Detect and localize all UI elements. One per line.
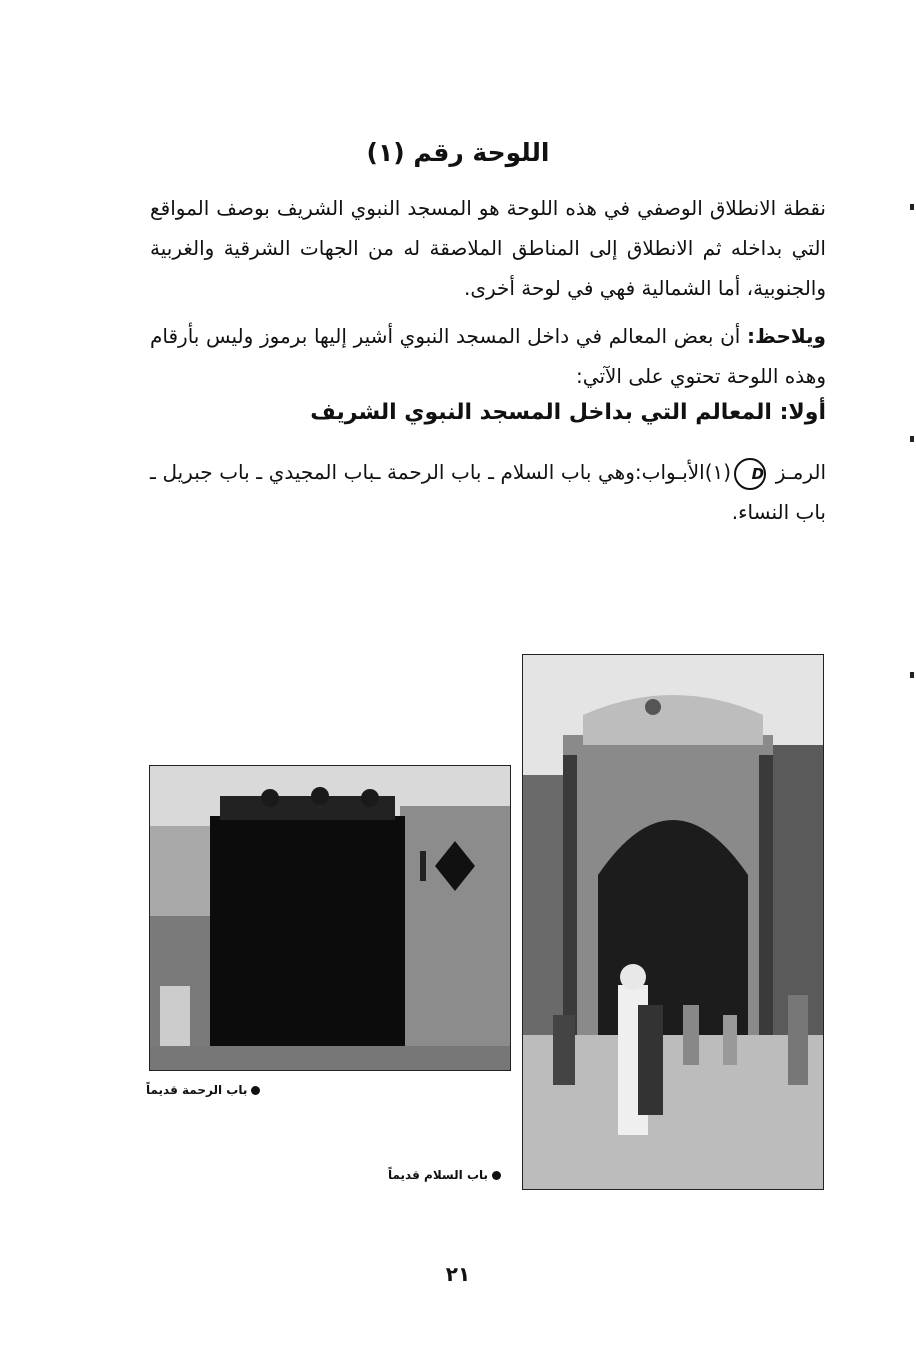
note-paragraph — [150, 316, 826, 396]
margin-mark — [910, 436, 914, 442]
doors-item — [150, 452, 826, 532]
section-heading: أولا: المعالم التي بداخل المسجد النبوي الشريف — [310, 400, 826, 425]
doors-text: (١)الأبـواب:وهي باب السلام ـ باب الرحمة ـباب المجيدي ـ باب جبريل ـ باب النساء. — [150, 460, 826, 524]
caption-bab-al-rahma: باب الرحمة قديماً — [146, 1083, 260, 1097]
intro-paragraph: نقطة الانطلاق الوصفي في هذه اللوحة هو المسجد النبوي الشريف بوصف المواقع التي بداخله ثم الانطلاق إلى المناطق الملاصقة له من الجهات الشرقية والغربية والجنوبية، أما الشمالية فهي في لوحة أخرى. — [150, 196, 826, 300]
margin-mark — [910, 672, 914, 678]
symbol-d-icon: D — [734, 458, 766, 490]
photo-bab-al-salam — [522, 654, 824, 1190]
page-title: اللوحة رقم (١) — [366, 138, 550, 167]
bullet-icon — [251, 1086, 260, 1095]
caption-bab-al-salam: باب السلام قديماً — [388, 1168, 501, 1182]
symbol-prefix: الرمـز — [775, 460, 827, 484]
photo-bab-al-rahma — [149, 765, 511, 1071]
page-number: ٢١ — [445, 1262, 471, 1286]
note-lead: ويلاحظ: — [747, 324, 826, 348]
bullet-icon — [492, 1171, 501, 1180]
margin-mark — [910, 204, 914, 210]
note-text: أن بعض المعالم في داخل المسجد النبوي أشير إليها برموز وليس بأرقام وهذه اللوحة تحتوي على الآتي: — [150, 324, 826, 388]
